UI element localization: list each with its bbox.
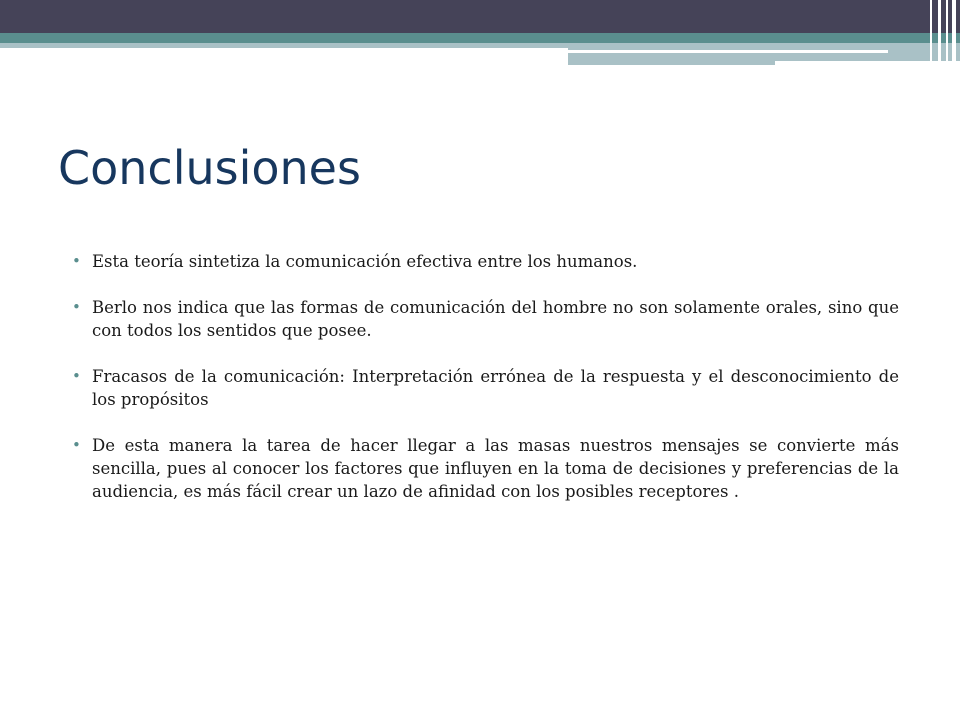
bullet-dot-icon: •	[72, 436, 81, 454]
header-vertical-stripe	[938, 0, 941, 65]
bullet-item	[72, 365, 899, 411]
header-band-light-left	[0, 43, 568, 48]
header-vertical-stripe	[946, 0, 948, 65]
header-accent-line	[568, 50, 888, 53]
bullet-dot-icon: •	[72, 367, 81, 385]
bullet-item	[72, 296, 899, 342]
slide-title: Conclusiones	[58, 141, 361, 195]
bullet-text: Fracasos de la comunicación: Interpretación errónea de la respuesta y el desconocimiento de los propósitos	[92, 367, 899, 409]
header-band-dark	[0, 0, 960, 33]
bullet-item	[72, 250, 899, 273]
header-accent-line-2	[775, 61, 960, 65]
header-band-teal	[0, 33, 960, 43]
bullet-item	[72, 434, 899, 503]
bullet-dot-icon: •	[72, 252, 81, 270]
header-vertical-stripe	[930, 0, 932, 65]
bullet-list	[72, 250, 899, 526]
bullet-dot-icon: •	[72, 298, 81, 316]
bullet-text: De esta manera la tarea de hacer llegar a las masas nuestros mensajes se convierte más sencilla, pues al conocer los factores que influyen en la toma de decisiones y preferencias de la audiencia, es más fácil crear un lazo de afinidad con los posibles receptores .	[92, 436, 899, 501]
header-vertical-stripe	[952, 0, 956, 65]
bullet-text: Esta teoría sintetiza la comunicación efectiva entre los humanos.	[92, 252, 638, 271]
bullet-text: Berlo nos indica que las formas de comunicación del hombre no son solamente orales, sino que con todos los sentidos que posee.	[92, 298, 899, 340]
